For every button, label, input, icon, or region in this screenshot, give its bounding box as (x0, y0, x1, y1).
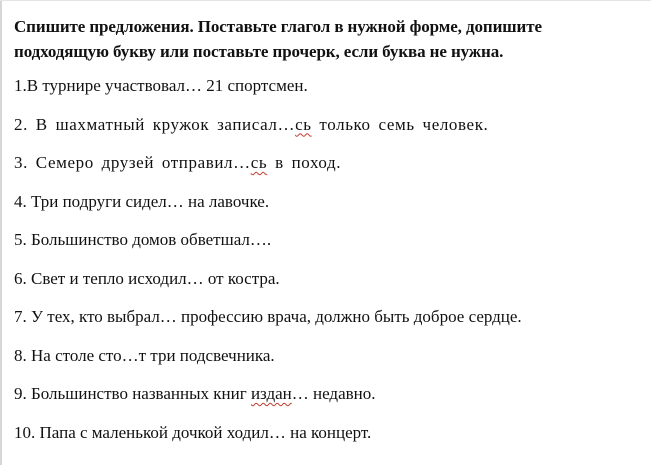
sentence-7-text: 7. У тех, кто выбрал… профессию врача, должно быть доброе сердце. (14, 307, 522, 326)
sentence-3-text-end: в поход. (267, 153, 342, 172)
sentence-5-text: 5. Большинство домов обветшал…. (14, 230, 272, 249)
sentence-2-text-start: 2. В шахматный кружок записал… (14, 114, 296, 134)
top-frame-border (0, 0, 651, 1)
sentence-6-text: 6. Свет и тепло исходил… от костра. (14, 268, 280, 288)
sentence-9-spellcheck-mark: издан (250, 384, 292, 403)
sentence-1 (14, 75, 639, 114)
exercise-block (14, 14, 639, 460)
sentence-10-text: 10. Папа с маленькой дочкой ходил… на концерт. (14, 422, 372, 442)
sentence-8 (14, 345, 639, 384)
exercise-instruction: Спишите предложения. Поставьте глагол в нужной форме, допишите подходящую букву или поставьте прочерк, если буква не нужна. (14, 17, 542, 61)
sentence-4-text: 4. Три подруги сидел… на лавочке. (14, 191, 270, 211)
sentence-2 (14, 114, 639, 153)
sentence-3-text-start: 3. Семеро друзей отправил… (14, 153, 251, 172)
sentence-3-spellcheck-mark: сь (250, 153, 268, 172)
sentence-9 (14, 383, 639, 422)
sentence-7 (14, 306, 639, 345)
sentence-6 (14, 268, 639, 307)
sentence-2-spellcheck-mark: сь (295, 114, 312, 134)
sentence-2-text-end: только семь человек. (311, 114, 489, 134)
sentence-5 (14, 229, 639, 268)
sentence-9-text-start: 9. Большинство названных книг (14, 384, 251, 403)
sentence-3 (14, 152, 639, 191)
sentence-1-text: 1.В турнире участвовал… 21 спортсмен. (14, 76, 308, 95)
left-frame-border (0, 0, 2, 465)
sentence-8-text: 8. На столе сто…т три подсвечника. (14, 345, 275, 365)
sentence-4 (14, 191, 639, 230)
sentence-9-text-end: … недавно. (291, 384, 376, 403)
sentence-list (14, 75, 639, 460)
sentence-10 (14, 422, 639, 461)
